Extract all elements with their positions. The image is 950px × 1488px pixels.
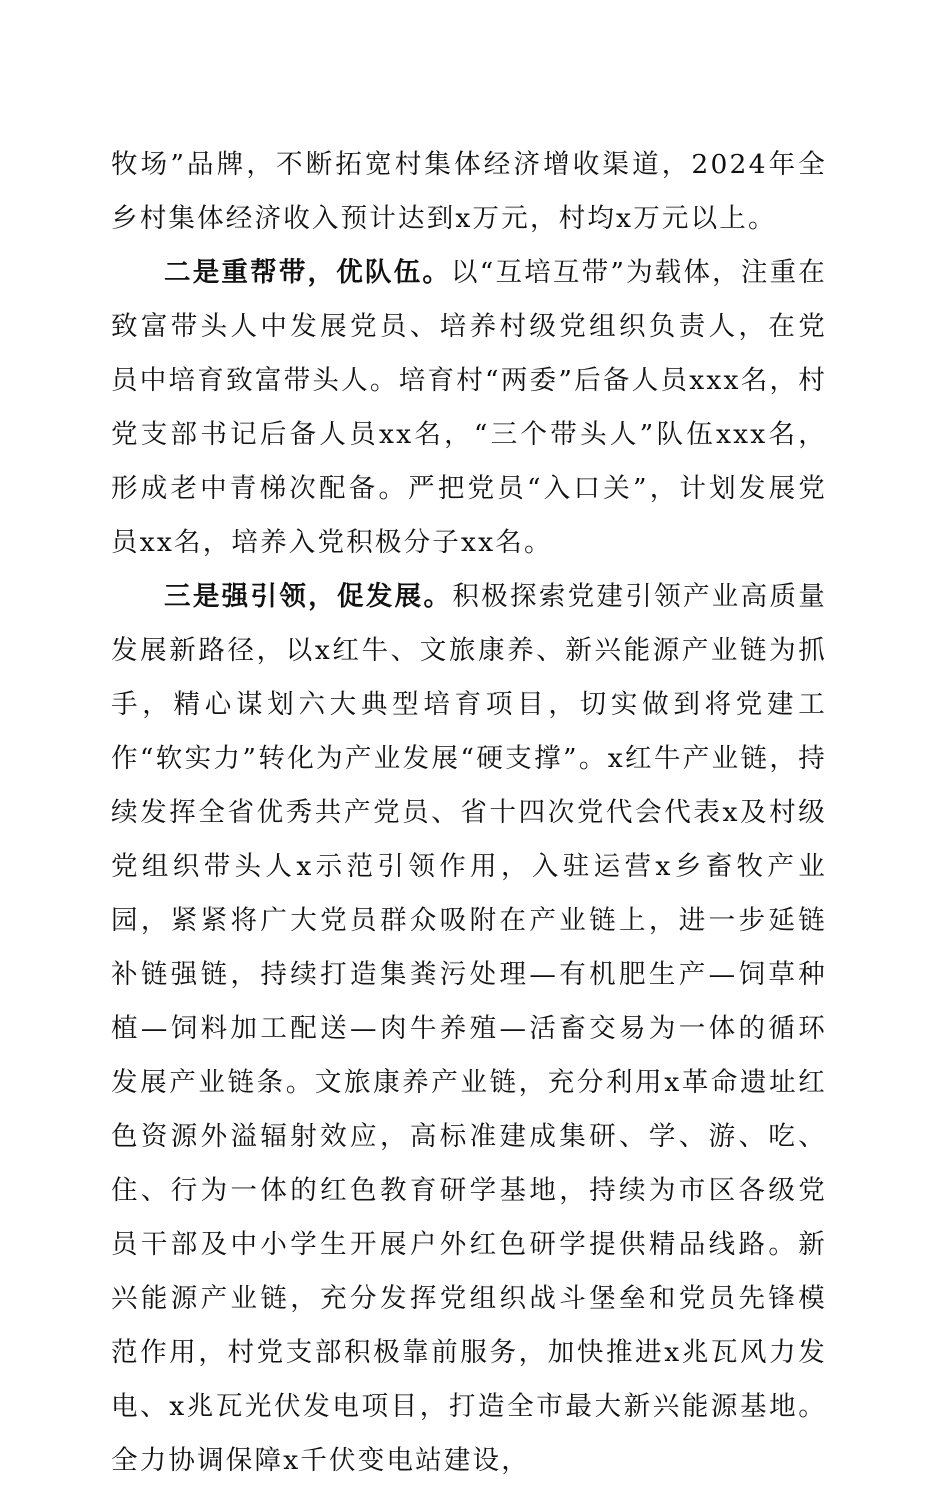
paragraph-text: 牧场”品牌，不断拓宽村集体经济增收渠道，2024年全乡村集体经济收入预计达到x万元，村均x万元以上。	[111, 149, 827, 234]
paragraph-team-building	[111, 246, 827, 570]
paragraph-heading: 三是强引领，促发展。	[164, 581, 453, 612]
paragraph-heading: 二是重帮带，优队伍。	[164, 257, 452, 288]
paragraph-continuation	[111, 138, 827, 246]
document-body	[111, 138, 827, 1488]
paragraph-text: 以“互培互带”为载体，注重在致富带头人中发展党员、培养村级党组织负责人，在党员中培育致富带头人。培育村“两委”后备人员xxx名，村党支部书记后备人员xx名，“三个带头人”队伍xxx名，形成老中青梯次配备。严把党员“入口关”，计划发展党员xx名，培养入党积极分子xx名。	[111, 257, 827, 558]
paragraph-development	[111, 570, 827, 1488]
paragraph-text: 积极探索党建引领产业高质量发展新路径，以x红牛、文旅康养、新兴能源产业链为抓手，精心谋划六大典型培育项目，切实做到将党建工作“软实力”转化为产业发展“硬支撑”。x红牛产业链，持续发挥全省优秀共产党员、省十四次党代会代表x及村级党组织带头人x示范引领作用，入驻运营x乡畜牧产业园，紧紧将广大党员群众吸附在产业链上，进一步延链补链强链，持续打造集粪污处理—有机肥生产—饲草种植—饲料加工配送—肉牛养殖—活畜交易为一体的循环发展产业链条。文旅康养产业链，充分利用x革命遗址红色资源外溢辐射效应，高标准建成集研、学、游、吃、住、行为一体的红色教育研学基地，持续为市区各级党员干部及中小学生开展户外红色研学提供精品线路。新兴能源产业链，充分发挥党组织战斗堡垒和党员先锋模范作用，村党支部积极靠前服务，加快推进x兆瓦风力发电、x兆瓦光伏发电项目，打造全市最大新兴能源基地。全力协调保障x千伏变电站建设，	[111, 581, 828, 1476]
